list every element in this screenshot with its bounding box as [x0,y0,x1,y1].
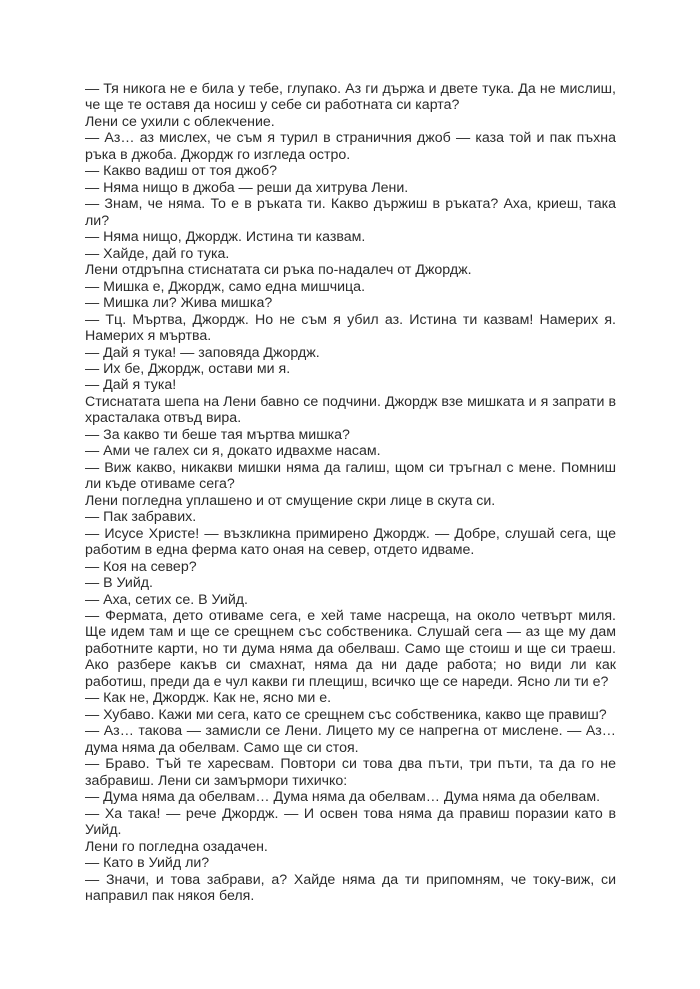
paragraph: — Пак забравих. [85,509,197,526]
paragraph: Лени се ухили с облекчение. [85,113,275,130]
paragraph: — Аз… аз мислех, че съм я турил в страничния джоб — каза той и пак пъхна ръка в джоба. Джордж го изгледа остро. [85,130,616,163]
paragraph: — Фермата, дето отиваме сега, е хей таме насреща, на около четвърт миля. Ще идем там и ще се срещнем със собственика. Слушай сега — аз ще му дам работните карти, но ти дума няма да обелваш. Само ще стоиш и ще си траеш. Ако разбере какъв си смахнат, няма да ни даде работа; но види ли как работиш, преди да е чул какви ги плещиш, всичко ще се нареди. Ясно ли ти е? [85,608,616,690]
paragraph: — Дай я тука! — заповяда Джордж. [85,344,320,361]
paragraph: — Значи, и това забрави, а? Хайде няма да ти припомням, че току-виж, си направил пак някоя беля. [85,871,616,904]
paragraph: — Дума няма да обелвам… Дума няма да обелвам… Дума няма да обелвам. [85,789,601,806]
paragraph: — Исусе Христе! — възкликна примирено Джордж. — Добре, слушай сега, ще работим в една ферма като оная на север, отдето идваме. [85,525,616,559]
paragraph: — Мишка ли? Жива мишка? [85,295,273,312]
paragraph: — Няма нищо в джоба — реши да хитрува Лени. [85,179,409,196]
paragraph: — Няма нищо, Джордж. Истина ти казвам. [85,229,366,246]
paragraph: Стиснатата шепа на Лени бавно се подчини. Джордж взе мишката и я запрати в храсталака отвъд вира. [85,393,616,427]
paragraph: — За какво ти беше тая мъртва мишка? [85,426,350,443]
paragraph: — Ами че галех си я, докато идвахме насам. [85,443,381,460]
paragraph: — Какво вадиш от тоя джоб? [85,163,278,180]
paragraph: — Хайде, дай го тука. [85,245,230,262]
paragraph: — Дай я тука! [85,377,177,394]
paragraph: — Хубаво. Кажи ми сега, като се срещнем със собственика, какво ще правиш? [85,706,607,723]
paragraph: — Знам, че няма. То е в ръката ти. Какво държиш в ръката? Аха, криеш, така ли? [85,196,616,229]
paragraph: — Виж какво, никакви мишки няма да галиш, щом си тръгнал с мене. Помниш ли къде отиваме сега? [85,459,616,493]
paragraph: — Като в Уийд ли? [85,855,210,872]
paragraph: — Аха, сетих се. В Уийд. [85,591,248,608]
paragraph: Лени погледна уплашено и от смущение скри лице в скута си. [85,492,496,509]
paragraph: — В Уийд. [85,575,153,592]
document-body [85,81,616,904]
paragraph: — Ха така! — рече Джордж. — И освен това няма да правиш поразии като в Уийд. [85,805,616,839]
paragraph: Лени отдръпна стиснатата си ръка по-надалеч от Джордж. [85,262,472,279]
paragraph: — Тя никога не е била у тебе, глупако. Аз ги държа и двете тука. Да не мислиш, че ще те оставя да носиш у себе си работната си карта? [85,81,616,114]
paragraph: — Как не, Джордж. Как не, ясно ми е. [85,690,332,707]
paragraph: — Тц. Мъртва, Джордж. Но не съм я убил аз. Истина ти казвам! Намерих я. Намерих я мъртва. [85,311,616,345]
paragraph: — Аз… такова — замисли се Лени. Лицето му се напрегна от мислене. — Аз… дума няма да обелвам. Само ще си стоя. [85,723,616,756]
paragraph: — Мишка е, Джордж, само една мишчица. [85,278,366,295]
paragraph: — Их бе, Джордж, остави ми я. [85,360,291,377]
paragraph: — Коя на север? [85,558,197,575]
paragraph: — Браво. Тъй те харесвам. Повтори си това два пъти, три пъти, та да го не забравиш. Лени си замърмори тихичко: [85,756,616,789]
paragraph: Лени го погледна озадачен. [85,838,268,855]
